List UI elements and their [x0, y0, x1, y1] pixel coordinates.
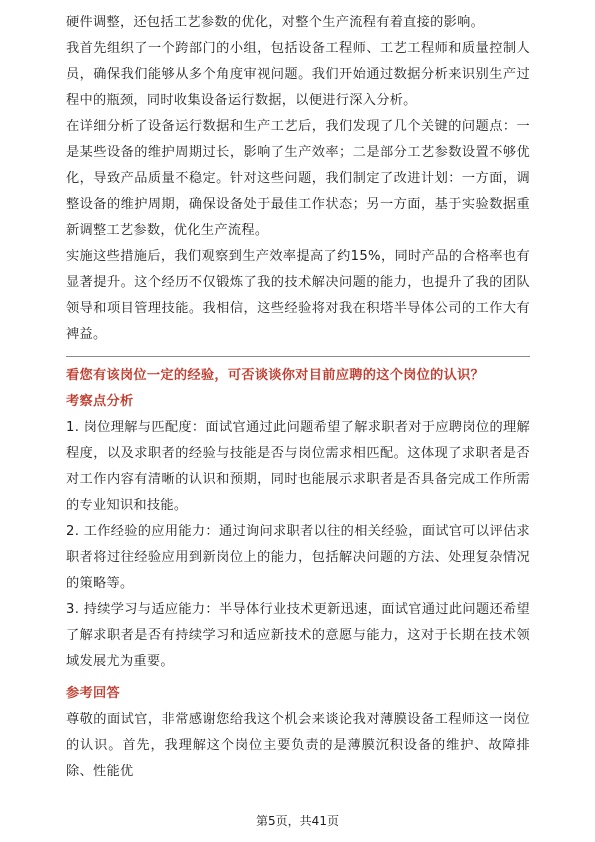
analysis-item: 2. 工作经验的应用能力：通过询问求职者以往的相关经验，面试官可以评估求职者将过往经验应用到新岗位上的能力，包括解决问题的方法、处理复杂情况的策略等。 [66, 524, 530, 591]
document-page [66, 10, 530, 785]
analysis-heading: 考察点分析 [66, 394, 134, 409]
answer-paragraph: 尊敬的面试官，非常感谢您给我这个机会来谈论我对薄膜设备工程师这一岗位的认识。首先，我理解这个岗位主要负责的是薄膜沉积设备的维护、故障排除、性能优 [66, 712, 530, 779]
section-divider [66, 356, 530, 357]
answer-heading: 参考回答 [66, 686, 120, 701]
paragraph: 硬件调整，还包括工艺参数的优化，对整个生产流程有着直接的影响。 [66, 15, 485, 30]
paragraph: 在详细分析了设备运行数据和生产工艺后，我们发现了几个关键的问题点：一是某些设备的维护周期过长，影响了生产效率；二是部分工艺参数设置不够优化，导致产品质量不稳定。针对这些问题，我们制定了改进计划：一方面，调整设备的维护周期，确保设备处于最佳工作状态；另一方面，基于实验数据重新调整工艺参数，优化生产流程。 [66, 119, 530, 238]
interview-question: 看您有该岗位一定的经验，可否谈谈你对目前应聘的这个岗位的认识？ [66, 368, 485, 383]
analysis-item: 1. 岗位理解与匹配度：面试官通过此问题希望了解求职者对于应聘岗位的理解程度，以及求职者的经验与技能是否与岗位需求相匹配。这体现了求职者是否对工作内容有清晰的认识和预期，同时也能展示求职者是否具备完成工作所需的专业知识和技能。 [66, 420, 530, 513]
paragraph: 我首先组织了一个跨部门的小组，包括设备工程师、工艺工程师和质量控制人员，确保我们能够从多个角度审视问题。我们开始通过数据分析来识别生产过程中的瓶颈，同时收集设备运行数据，以便进行深入分析。 [66, 41, 530, 108]
page-number: 第5页，共41页 [256, 814, 339, 828]
analysis-item: 3. 持续学习与适应能力：半导体行业技术更新迅速，面试官通过此问题还希望了解求职者是否有持续学习和适应新技术的意愿与能力，这对于长期在技术领域发展尤为重要。 [66, 602, 530, 669]
paragraph: 实施这些措施后，我们观察到生产效率提高了约15%，同时产品的合格率也有显著提升。这个经历不仅锻炼了我的技术解决问题的能力，也提升了我的团队领导和项目管理技能。我相信，这些经验将对我在积塔半导体公司的工作大有裨益。 [66, 249, 530, 342]
